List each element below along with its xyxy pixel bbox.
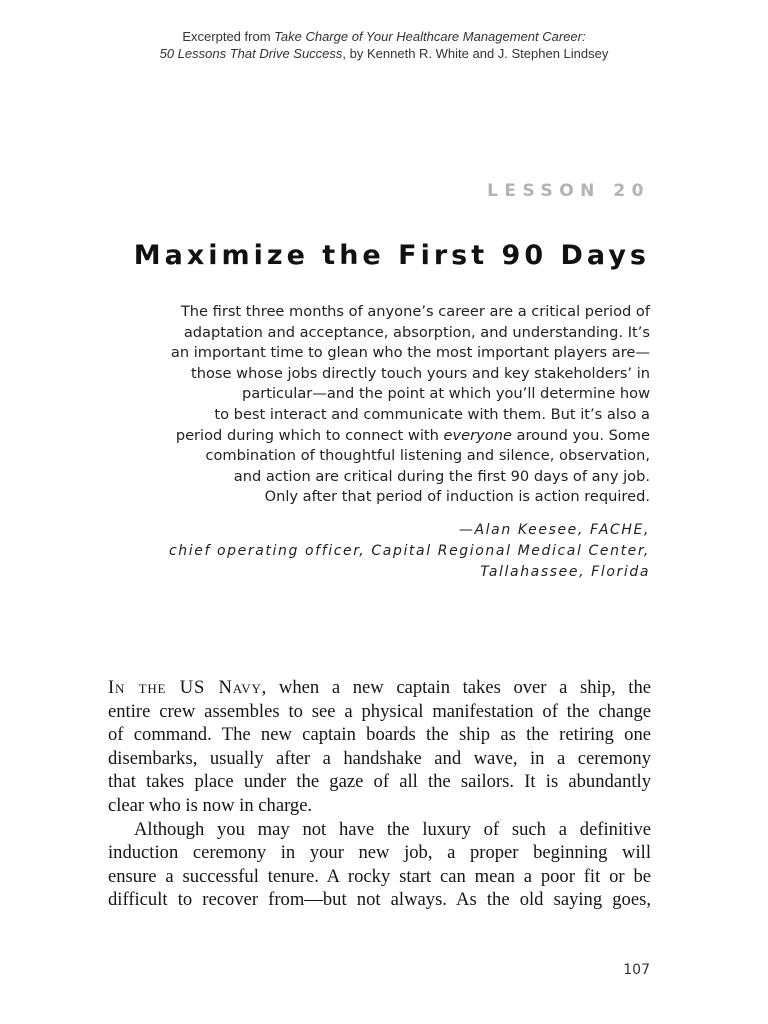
- excerpt-authors: , by Kenneth R. White and J. Stephen Lindsey: [342, 46, 609, 61]
- epigraph-text: period during which to connect with: [175, 426, 444, 444]
- epigraph-line: adaptation and acceptance, absorption, and understanding. It’s: [183, 323, 650, 341]
- attribution-name: —Alan Keesee, FACHE,: [458, 522, 650, 538]
- lesson-number-label: LESSON 20: [487, 181, 650, 201]
- body-line: clear who is now in charge.: [108, 794, 313, 816]
- excerpt-line-2: [0, 45, 768, 62]
- book-title-part-1: Take Charge of Your Healthcare Management Career:: [274, 29, 586, 44]
- epigraph-line: to best interact and communicate with them. But it’s also a: [214, 405, 650, 423]
- body-line: disembarks, usually after a handshake and wave, in a ceremony: [108, 747, 651, 769]
- excerpt-line-1: [0, 28, 768, 45]
- body-line: induction ceremony in your new job, a proper beginning will: [108, 842, 651, 864]
- epigraph-line: those whose jobs directly touch yours and key stakeholders’ in: [191, 364, 650, 382]
- excerpt-credit: [0, 28, 768, 62]
- epigraph-emphasis: everyone: [443, 426, 512, 444]
- excerpt-prefix: Excerpted from: [182, 29, 275, 44]
- body-text-run: , when a new captain takes over a ship, the: [261, 677, 652, 698]
- attribution-role: chief operating officer, Capital Regional Medical Center,: [168, 543, 650, 559]
- body-line: entire crew assembles to see a physical manifestation of the change: [108, 700, 651, 722]
- body-line: of command. The new captain boards the ship as the retiring one: [108, 724, 651, 746]
- page-number: 107: [623, 962, 650, 978]
- epigraph-line: The first three months of anyone’s career are a critical period of: [180, 303, 650, 320]
- epigraph-text: around you. Some: [511, 426, 650, 444]
- epigraph-attribution: [110, 520, 650, 583]
- epigraph-line: combination of thoughtful listening and silence, observation,: [205, 447, 650, 465]
- epigraph-line: [110, 426, 650, 447]
- book-title-part-2: 50 Lessons That Drive Success: [159, 46, 343, 61]
- body-line: that takes place under the gaze of all the sailors. It is abundantly: [108, 771, 651, 793]
- body-line: ensure a successful tenure. A rocky start can mean a poor fit or be: [108, 865, 651, 887]
- epigraph-line: particular—and the point at which you’ll determine how: [242, 385, 650, 403]
- epigraph-quote: [110, 302, 650, 508]
- lesson-title: Maximize the First 90 Days: [133, 240, 650, 271]
- body-line: Although you may not have the luxury of such a definitive: [134, 818, 651, 840]
- epigraph-line: Only after that period of induction is action required.: [264, 488, 650, 506]
- body-line: difficult to recover from—but not always. As the old saying goes,: [108, 889, 651, 911]
- lead-in-smallcaps: In the US Navy: [108, 677, 262, 698]
- attribution-location: Tallahassee, Florida: [480, 564, 650, 580]
- body-line: [108, 676, 651, 700]
- epigraph-line: an important time to glean who the most important players are—: [170, 344, 650, 362]
- body-text: [108, 676, 651, 912]
- epigraph-line: and action are critical during the first 90 days of any job.: [233, 467, 650, 485]
